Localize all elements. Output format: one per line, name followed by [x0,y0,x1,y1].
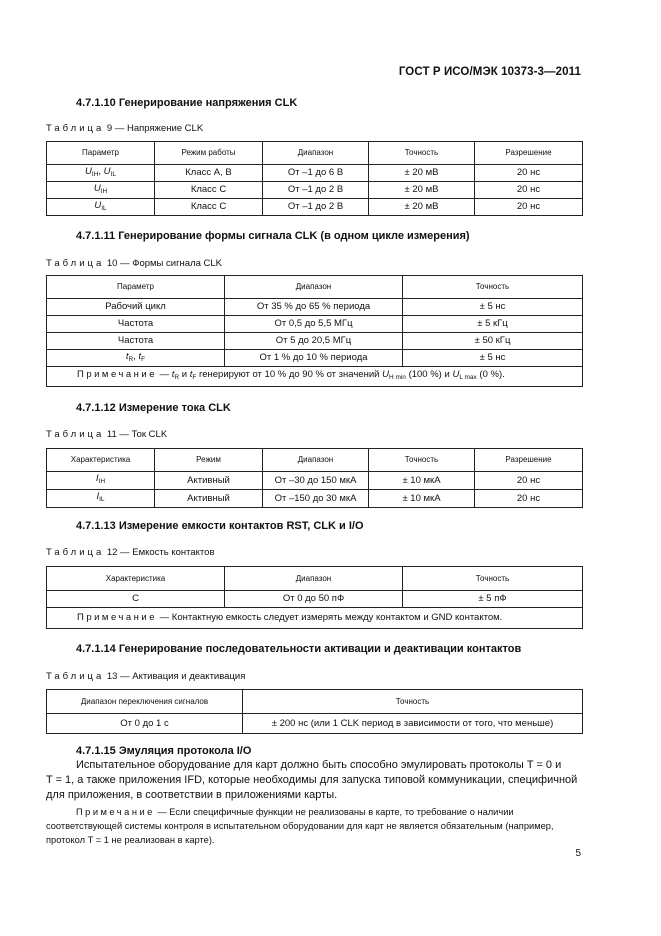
note-paragraph: Примечание — Если специфичные функции не реализованы в карте, то требование о наличии соответствующей системы контроля в испытательном оборудовании для карт не является обязательным (например, протокол T = 1 не реализован в карте). [46,807,554,845]
table-12 [46,566,583,629]
header-cell: Режим [155,449,263,472]
accuracy-cell: ± 5 нс [403,350,583,367]
range-cell: От –1 до 2 В [263,199,369,216]
accuracy-cell: ± 10 мкА [369,490,475,508]
resolution-cell: 20 нс [475,182,583,199]
header-cell: Точность [243,690,583,714]
page-number: 5 [575,848,581,859]
header-cell: Точность [369,142,475,165]
table-note-row [47,608,583,629]
table-note: Примечание — Контактную емкость следует измерять между контактом и GND контактом. [47,608,583,629]
param-cell: $U_{IH}$, $U_{IL}$ [47,165,155,182]
mode-cell: Активный [155,472,263,490]
table-12-caption [46,547,215,558]
table-13-caption [46,671,245,682]
resolution-cell: 20 нс [475,199,583,216]
section-heading-4-7-1-12: 4.7.1.12 Измерение тока CLK [76,402,231,414]
resolution-cell: 20 нс [475,165,583,182]
section-heading-4-7-1-10: 4.7.1.10 Генерирование напряжения CLK [76,97,298,109]
caption-label: Таблица [46,671,105,682]
standard-designation: ГОСТ Р ИСО/МЭК 10373-3—2011 [398,66,581,78]
range-cell: От –1 до 2 В [263,182,369,199]
range-cell: От 5 до 20,5 МГц [225,333,403,350]
table-13 [46,689,583,734]
header-cell: Точность [403,276,583,299]
paragraph-continuation: T = 1, а также приложения IFD, которые необходимы для запуска типовой коммуникации, специфичной для приложения, в соответствии в приложениями карты. [46,774,578,801]
range-cell: От –150 до 30 мкА [263,490,369,508]
mode-cell: Класс A, B [155,165,263,182]
table-row [47,299,583,316]
range-cell: От –1 до 6 В [263,165,369,182]
header-cell: Характеристика [47,449,155,472]
table-10-caption [46,258,222,269]
param-cell: $U_{IL}$ [47,199,155,216]
section-heading-4-7-1-11: 4.7.1.11 Генерирование формы сигнала CLK (в одном цикле измерения) [76,230,470,242]
table-row [47,333,583,350]
caption-text: 11 — Ток CLK [106,429,168,440]
table-row [47,714,583,734]
section-heading-4-7-1-15: 4.7.1.15 Эмуляция протокола I/O [76,745,252,757]
accuracy-cell: ± 50 кГц [403,333,583,350]
param-cell: Рабочий цикл [47,299,225,316]
header-cell: Точность [369,449,475,472]
header-cell: Диапазон [225,276,403,299]
table-9 [46,141,583,216]
table-row [47,490,583,508]
char-cell: $I_{IH}$ [47,472,155,490]
accuracy-cell: ± 10 мкА [369,472,475,490]
header-cell: Диапазон [263,449,369,472]
caption-text: 12 — Емкость контактов [106,547,215,558]
accuracy-cell: ± 20 мВ [369,182,475,199]
table-header-row [47,142,583,165]
table-note-row [47,367,583,387]
header-cell: Параметр [47,276,225,299]
table-row [47,591,583,608]
param-cell: $t_R$, $t_F$ [47,350,225,367]
caption-label: Таблица [46,258,105,269]
table-row [47,472,583,490]
table-10 [46,275,583,387]
accuracy-cell: ± 20 мВ [369,199,475,216]
section-heading-4-7-1-13: 4.7.1.13 Измерение емкости контактов RST, CLK и I/O [76,520,364,532]
header-cell: Разрешение [475,142,583,165]
table-row [47,199,583,216]
mode-cell: Класс C [155,182,263,199]
paragraph-first-line: Испытательное оборудование для карт должно быть способно эмулировать протоколы T = 0 и [76,759,562,771]
char-cell: C [47,591,225,608]
mode-cell: Класс C [155,199,263,216]
table-header-row [47,690,583,714]
range-cell: От 0,5 до 5,5 МГц [225,316,403,333]
header-cell: Диапазон [225,567,403,591]
caption-label: Таблица [46,547,105,558]
range-cell: От 0 до 50 пФ [225,591,403,608]
table-note: Примечание — $t_R$ и $t_F$ генерируют от 10 % до 90 % от значений $U_{H min}$ (100 %) и $U_{L max}$ (0 %). [47,367,583,387]
table-header-row [47,567,583,591]
table-row [47,182,583,199]
table-row [47,165,583,182]
param-cell: Частота [47,333,225,350]
resolution-cell: 20 нс [475,472,583,490]
resolution-cell: 20 нс [475,490,583,508]
accuracy-cell: ± 20 мВ [369,165,475,182]
accuracy-cell: ± 5 пФ [403,591,583,608]
accuracy-cell: ± 5 кГц [403,316,583,333]
table-header-row [47,276,583,299]
caption-label: Таблица [46,429,105,440]
header-cell: Характеристика [47,567,225,591]
mode-cell: Активный [155,490,263,508]
char-cell: $I_{IL}$ [47,490,155,508]
header-cell: Режим работы [155,142,263,165]
header-cell: Диапазон переключения сигналов [47,690,243,714]
table-9-caption [46,123,203,134]
table-row [47,350,583,367]
header-cell: Диапазон [263,142,369,165]
caption-text: 9 — Напряжение CLK [106,123,204,134]
table-row [47,316,583,333]
accuracy-cell: ± 200 нс (или 1 CLK период в зависимости от того, что меньше) [243,714,583,734]
range-cell: От –30 до 150 мкА [263,472,369,490]
table-header-row [47,449,583,472]
table-11-caption [46,429,167,440]
header-cell: Параметр [47,142,155,165]
param-cell: $U_{IH}$ [47,182,155,199]
table-11 [46,448,583,508]
caption-text: 13 — Активация и деактивация [106,671,246,682]
header-cell: Точность [403,567,583,591]
range-cell: От 35 % до 65 % периода [225,299,403,316]
accuracy-cell: ± 5 нс [403,299,583,316]
section-heading-4-7-1-14: 4.7.1.14 Генерирование последовательности активации и деактивации контактов [76,643,522,655]
caption-text: 10 — Формы сигнала CLK [106,258,223,269]
param-cell: Частота [47,316,225,333]
caption-label: Таблица [46,123,105,134]
header-cell: Разрешение [475,449,583,472]
range-cell: От 1 % до 10 % периода [225,350,403,367]
range-cell: От 0 до 1 с [47,714,243,734]
